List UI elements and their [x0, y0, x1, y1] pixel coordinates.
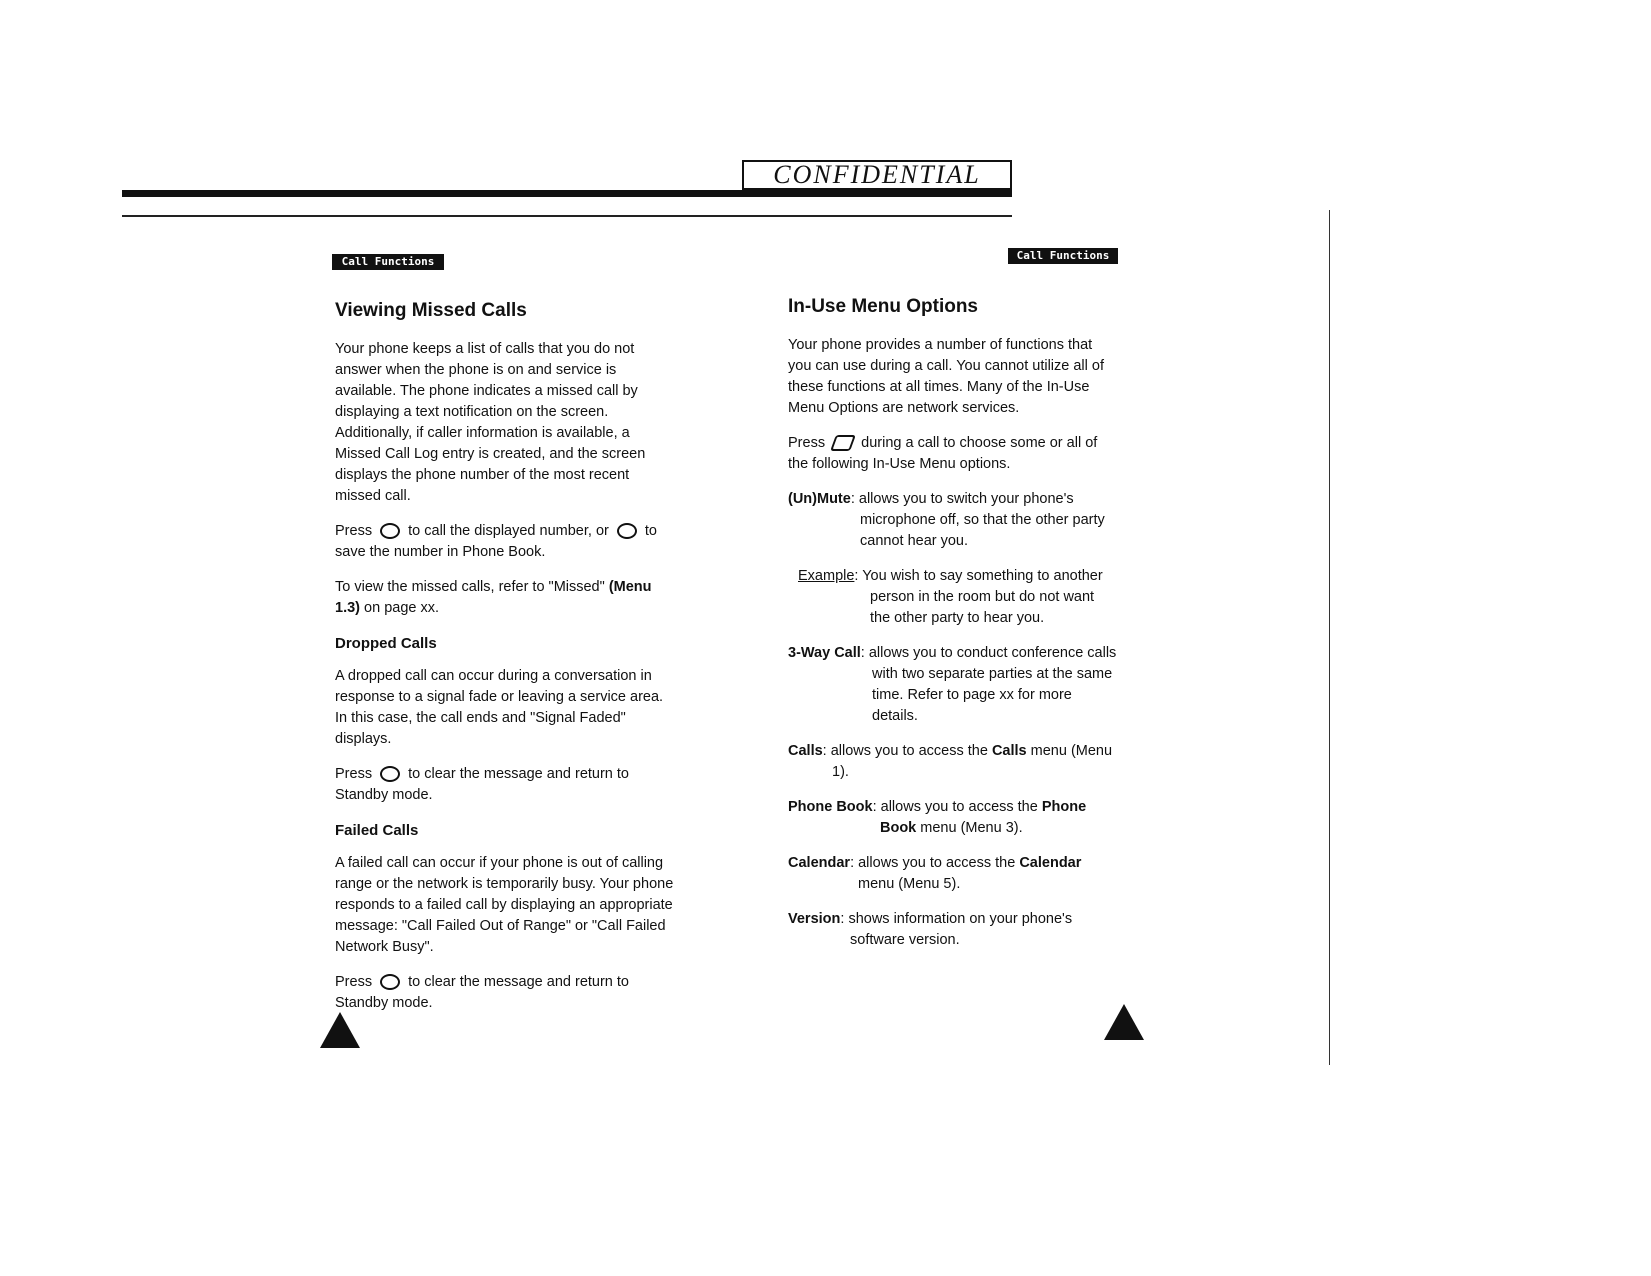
press-clear-paragraph-2 [335, 972, 675, 1014]
send-key-icon [380, 523, 400, 539]
press2-text: to clear the message and return to Standby mode. [335, 766, 629, 803]
option-desc: : allows you to access the [872, 799, 1038, 815]
option-bold-ref: Calendar [1019, 855, 1082, 871]
end-key-icon [380, 766, 400, 782]
page-edge-line [1329, 210, 1330, 1065]
missed-calls-intro: Your phone keeps a list of calls that you do not answer when the phone is on and service is available. The phone indicates a missed call by displaying a text notification on the screen. Additionally, if caller information is available, a Missed Call Log entry is created, and the screen displays the phone number of the most recent missed call. [335, 341, 646, 504]
option-desc: : allows you to access the [822, 743, 988, 759]
option-desc: : shows information on your phone's software version. [840, 911, 1073, 948]
option-calendar [788, 853, 1118, 895]
menu-ref: (Menu 1.3) [335, 579, 652, 616]
option-term: (Un)Mute [788, 491, 851, 507]
dropped-calls-text: A dropped call can occur during a conversation in response to a signal fade or leaving a service area. In this case, the call ends and "Signal Faded" displays. [335, 668, 664, 747]
option-unmute [788, 489, 1118, 552]
page-number-triangle-right [1104, 1004, 1144, 1040]
press-clear-paragraph-1 [335, 764, 675, 806]
option-term: Phone Book [788, 799, 873, 815]
option-term: Version [788, 911, 841, 927]
press-label: Press [335, 766, 373, 782]
left-column [335, 300, 675, 1028]
section-tab-left: Call Functions [332, 254, 444, 270]
option-desc: : allows you to conduct conference calls with two separate parties at the same time. Refer to page xx for more details. [860, 645, 1117, 724]
option-desc-end: menu (Menu 3). [920, 820, 1023, 836]
option-calls [788, 741, 1118, 783]
press3-text: to clear the message and return to Standby mode. [335, 974, 629, 1011]
page-title-missed-calls: Viewing Missed Calls [335, 300, 527, 321]
save-key-icon [617, 523, 637, 539]
option-bold-ref: Phone Book [880, 799, 1087, 836]
example-term: Example [798, 568, 855, 584]
option-desc: : allows you to access the [850, 855, 1016, 871]
option-version [788, 909, 1118, 951]
press-menu-text: during a call to choose some or all of the following In-Use Menu options. [788, 435, 1098, 472]
in-use-intro: Your phone provides a number of functions that you can use during a call. You cannot utilize all of these functions at all times. Many of the In-Use Menu Options are network services. [788, 337, 1104, 416]
failed-calls-heading: Failed Calls [335, 822, 419, 839]
end-key-icon [380, 974, 400, 990]
failed-calls-text: A failed call can occur if your phone is out of calling range or the network is temporarily busy. Your phone responds to a failed call by displaying an appropriate message: "Call Failed Out of Range" or "Call Failed Network Busy". [335, 855, 674, 955]
header-rule-thick [122, 190, 1012, 197]
option-desc-end: menu (Menu 5). [858, 876, 961, 892]
view-missed-paragraph [335, 577, 675, 619]
page-title-in-use-menu: In-Use Menu Options [788, 296, 978, 317]
dropped-calls-heading: Dropped Calls [335, 635, 437, 652]
menu-key-icon [830, 435, 856, 451]
option-term: 3-Way Call [788, 645, 861, 661]
press-send-paragraph [335, 521, 675, 563]
press-label: Press [788, 435, 826, 451]
press1-text-end: to save the number in Phone Book. [335, 523, 657, 560]
option-phonebook [788, 797, 1118, 839]
option-bold-ref: Calls [991, 743, 1027, 759]
option-3way [788, 643, 1118, 727]
example-desc: : You wish to say something to another person in the room but do not want the other party to hear you. [854, 568, 1103, 626]
option-desc-end: menu (Menu 1). [832, 743, 1113, 780]
option-example [788, 566, 1118, 629]
option-desc: : allows you to switch your phone's microphone off, so that the other party cannot hear you. [850, 491, 1105, 549]
header-rule-thin [122, 215, 1012, 217]
option-term: Calendar [788, 855, 851, 871]
section-tab-right: Call Functions [1008, 248, 1118, 264]
option-term: Calls [788, 743, 823, 759]
confidential-stamp: CONFIDENTIAL [742, 160, 1012, 190]
view-text: To view the missed calls, refer to "Missed" [335, 579, 605, 595]
press-label: Press [335, 974, 373, 990]
press-label: Press [335, 523, 373, 539]
view-text-end: on page xx. [364, 600, 440, 616]
page-number-triangle-left [320, 1012, 360, 1048]
press1-text: to call the displayed number, or [408, 523, 609, 539]
press-menu-paragraph [788, 433, 1118, 475]
right-column [788, 296, 1118, 965]
